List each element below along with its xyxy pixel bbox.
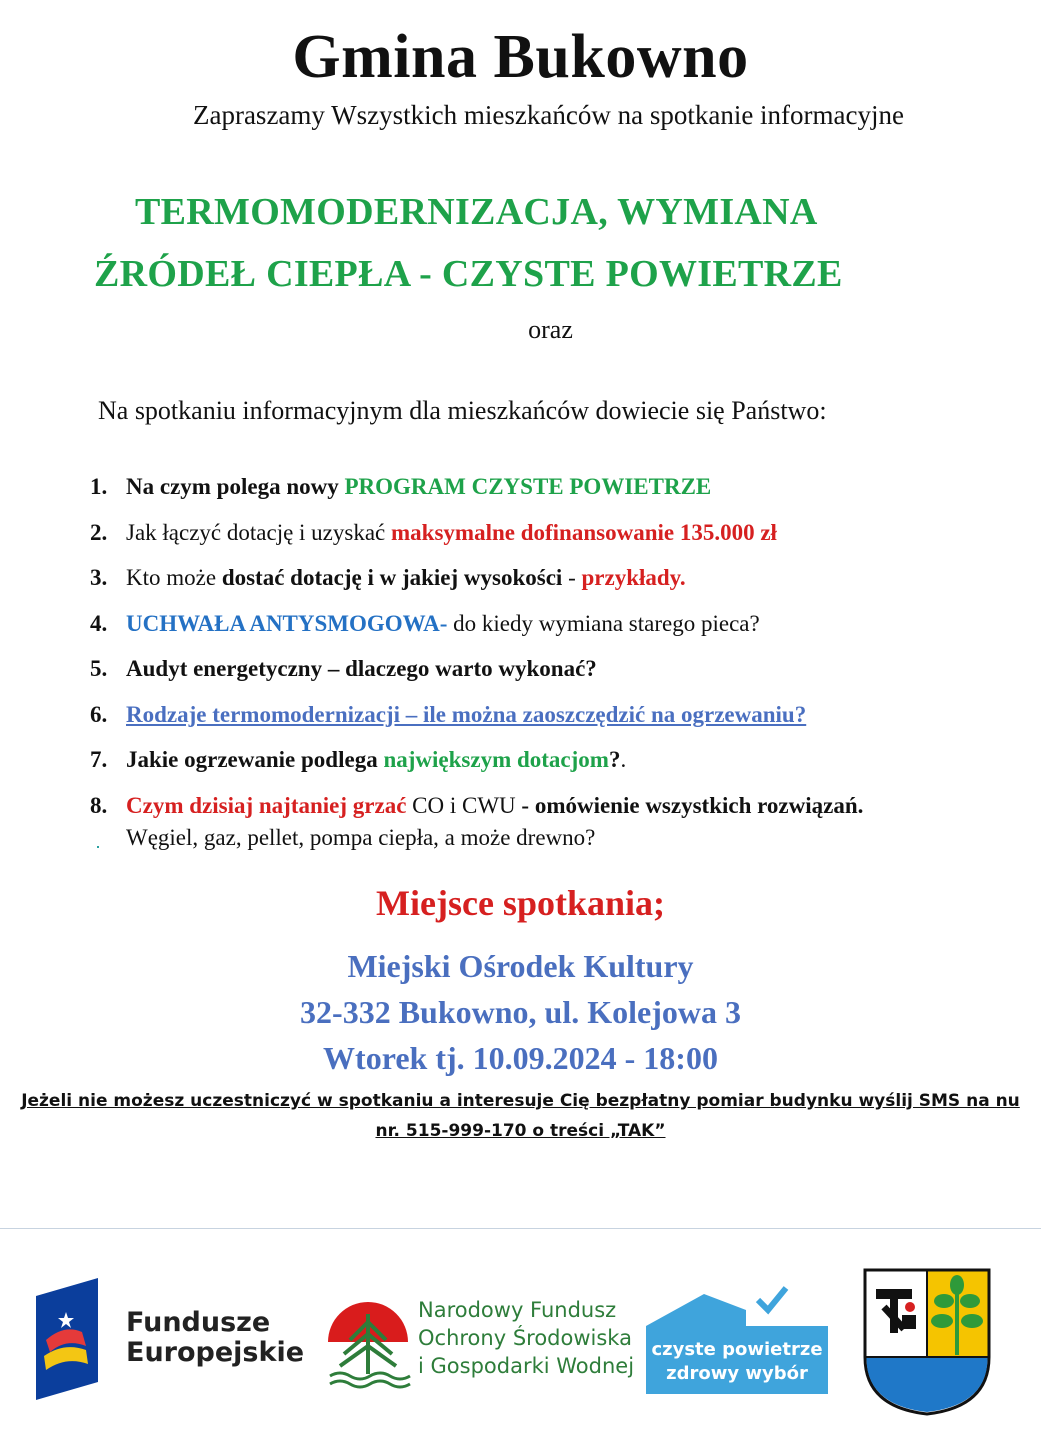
item-link[interactable]: Rodzaje termomodernizacji – ile można zaoszczędzić na ogrzewaniu?	[126, 701, 807, 727]
fundusze-europejskie-logo	[36, 1278, 306, 1400]
bukowno-coat-of-arms	[862, 1267, 992, 1417]
topics-list	[90, 470, 863, 851]
item-number: 4.	[90, 610, 108, 636]
item-number: 3.	[90, 565, 108, 590]
nfosigw-logo	[322, 1288, 635, 1398]
item-highlight: Czym dzisiaj najtaniej grzać	[126, 792, 407, 818]
item-dash: -	[562, 565, 582, 590]
item-text: Jak łączyć dotację i uzyskać	[126, 519, 392, 545]
item-bold: - omówienie wszystkich rozwiązań.	[515, 792, 864, 818]
venue-address: 32-332 Bukowno, ul. Kolejowa 3	[300, 994, 741, 1030]
list-item	[90, 702, 863, 744]
item-number: 7.	[90, 747, 108, 772]
item-text: Jakie ogrzewanie podlega	[126, 747, 384, 772]
list-item	[90, 474, 863, 516]
item-text: Audyt energetyczny – dlaczego warto wykonać?	[126, 656, 597, 681]
list-item	[90, 520, 863, 562]
nf-logo-line-3: i Gospodarki Wodnej	[418, 1354, 635, 1378]
item-highlight: największym dotacjom	[383, 747, 609, 772]
sms-note-line-1: Jeżeli nie możesz uczestniczyć w spotkaniu a interesuje Cię bezpłatny pomiar budynku wyślij SMS na nu	[21, 1091, 1020, 1111]
cp-logo-line-2: zdrowy wybór	[666, 1363, 808, 1384]
item-text: CO i CWU	[406, 792, 516, 818]
item-highlight: UCHWAŁA ANTYSMOGOWA-	[126, 610, 448, 636]
intro-text: Na spotkaniu informacyjnym dla mieszkańców dowiecie się Państwo:	[98, 396, 827, 425]
item-number: 6.	[90, 701, 108, 727]
oraz-text: oraz	[528, 315, 573, 344]
item-continuation: Węgiel, gaz, pellet, pompa ciepła, a może drewno?	[126, 824, 596, 850]
footer-divider	[0, 1228, 1041, 1229]
list-item	[90, 565, 863, 607]
stray-dot	[97, 846, 99, 848]
nfosigw-emblem-icon	[322, 1292, 414, 1392]
item-number: 2.	[90, 519, 108, 545]
sms-note-line-2: nr. 515-999-170 o treści „TAK”	[375, 1121, 666, 1141]
list-item	[90, 793, 863, 851]
item-number: 8.	[90, 792, 108, 818]
item-text: Na czym polega nowy	[126, 474, 345, 499]
coat-of-arms-icon	[862, 1267, 992, 1417]
item-highlight: przykłady.	[581, 565, 686, 590]
item-period: .	[620, 747, 627, 772]
item-question-mark: ?	[608, 747, 621, 772]
venue-name: Miejski Ośrodek Kultury	[347, 948, 694, 984]
item-text: Kto może	[126, 565, 222, 590]
sms-note	[20, 1086, 1021, 1146]
nf-logo-line-2: Ochrony Środowiska	[418, 1326, 632, 1350]
cp-logo-line-1: czyste powietrze	[651, 1339, 823, 1360]
fe-logo-line-2: Europejskie	[126, 1337, 305, 1368]
list-item	[90, 656, 863, 698]
nf-logo-line-1: Narodowy Fundusz	[418, 1298, 617, 1322]
invitation-subtitle: Zapraszamy Wszystkich mieszkańców na spotkanie informacyjne	[192, 100, 904, 130]
item-highlight: maksymalne dofinansowanie 135.000 zł	[391, 519, 777, 545]
fe-logo-line-1: Fundusze	[126, 1307, 271, 1338]
item-bold: dostać dotację i w jakiej wysokości	[221, 565, 563, 590]
item-number: 5.	[90, 656, 108, 681]
place-heading: Miejsce spotkania;	[376, 883, 665, 923]
list-item	[90, 747, 863, 789]
eu-flag-icon	[36, 1278, 98, 1400]
item-text: do kiedy wymiana starego pieca?	[447, 610, 760, 636]
czyste-powietrze-logo	[646, 1280, 828, 1394]
item-number: 1.	[90, 474, 108, 499]
meeting-date: Wtorek tj. 10.09.2024 - 18:00	[323, 1040, 718, 1076]
headline-line-1: TERMOMODERNIZACJA, WYMIANA	[135, 191, 818, 233]
item-highlight: PROGRAM CZYSTE POWIETRZE	[344, 474, 712, 499]
headline-line-2: ŹRÓDEŁ CIEPŁA - CZYSTE POWIETRZE	[94, 253, 843, 295]
list-item	[90, 611, 863, 653]
page-title: Gmina Bukowno	[292, 23, 749, 91]
